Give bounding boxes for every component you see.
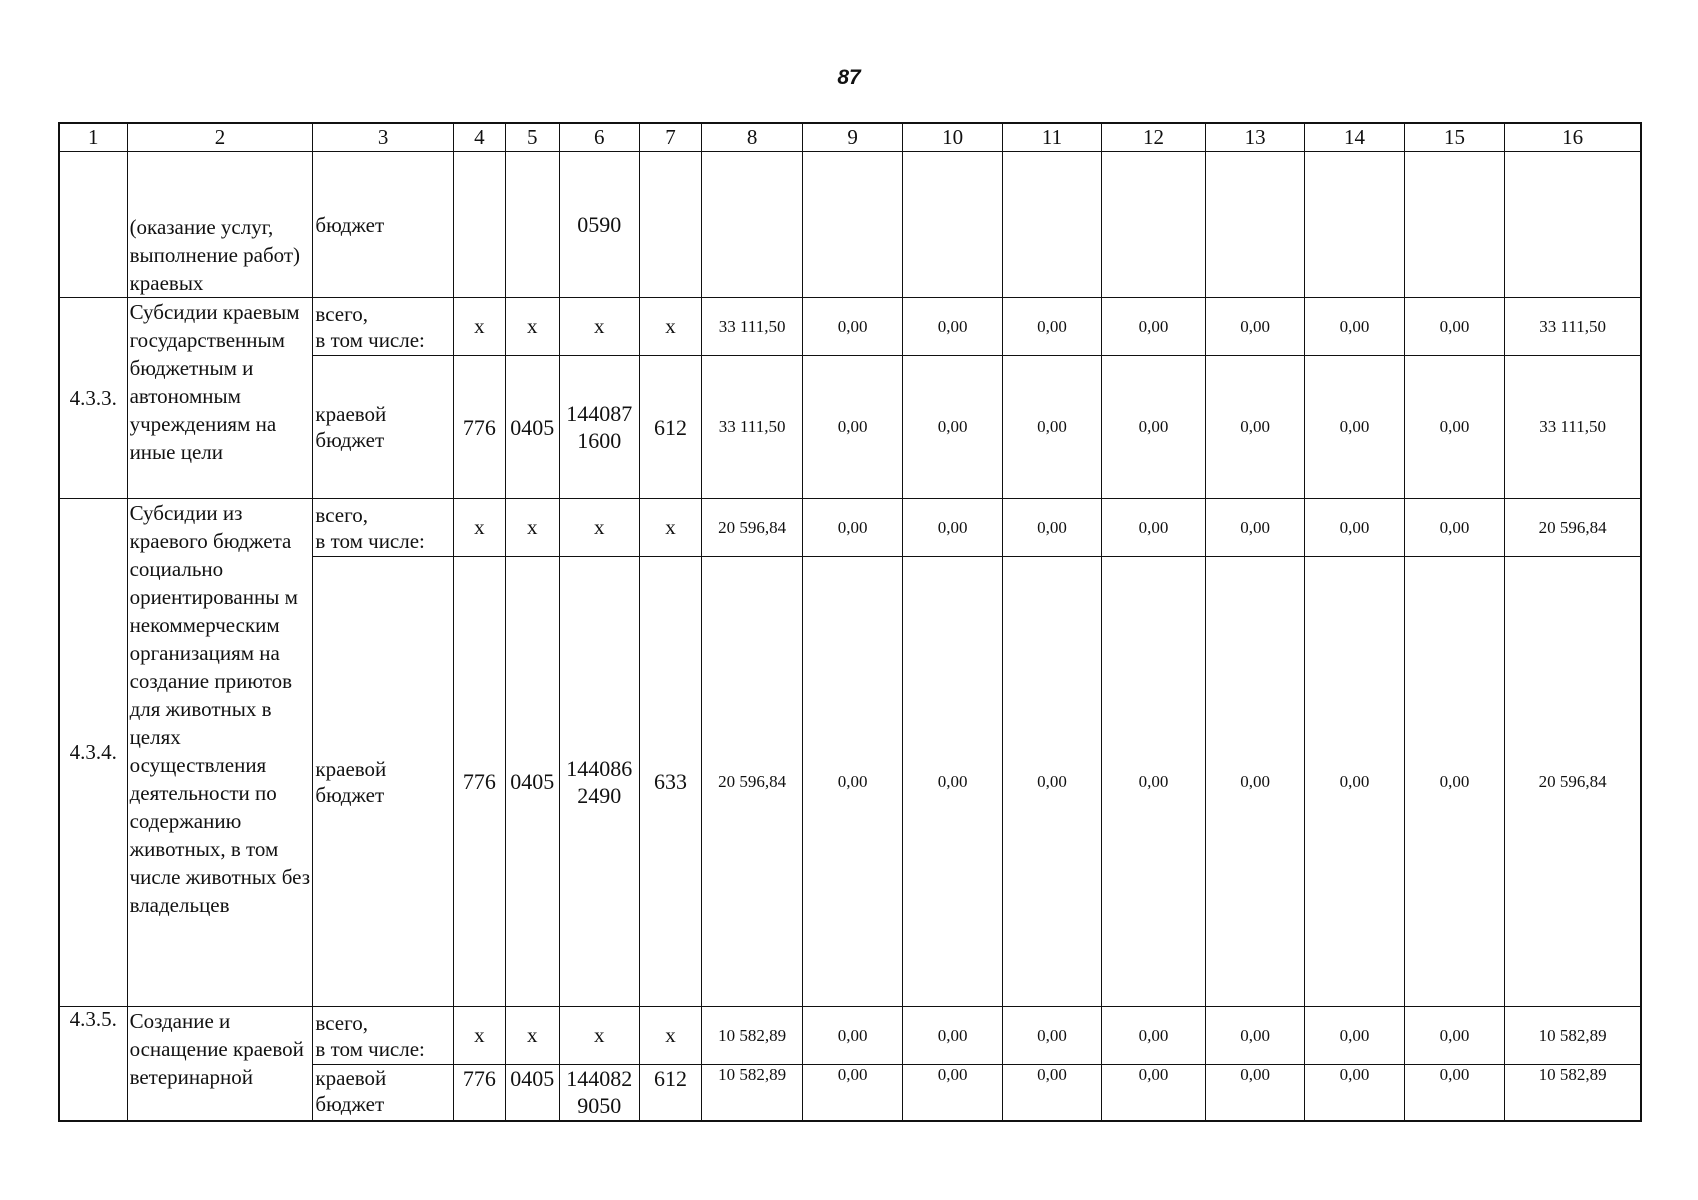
col-number: 1	[59, 123, 127, 152]
x-mark: x	[453, 1007, 505, 1065]
item-total-row	[59, 1007, 1641, 1065]
amount-cell: 33 111,50	[702, 356, 802, 499]
item-total-row	[59, 298, 1641, 356]
amount-cell: 0,00	[1305, 298, 1404, 356]
funding-source-total	[313, 298, 453, 356]
amount-cell: 10 582,89	[702, 1007, 802, 1065]
column-number-row	[59, 123, 1641, 152]
budget-table	[58, 122, 1642, 1122]
target-article-part: 9050	[577, 1093, 622, 1118]
amount-cell: 0,00	[1002, 356, 1101, 499]
amount-cell: 0,00	[1404, 499, 1504, 557]
amount-cell: 33 111,50	[1505, 356, 1641, 499]
amount-cell: 0,00	[1404, 557, 1504, 1007]
col-number: 9	[802, 123, 902, 152]
col-number: 5	[505, 123, 559, 152]
x-mark: x	[453, 499, 505, 557]
amount-cell: 0,00	[1102, 1065, 1206, 1121]
cell-empty	[903, 152, 1002, 298]
amount-cell: 0,00	[903, 1065, 1002, 1121]
cell-empty	[453, 152, 505, 298]
amount-cell: 0,00	[1002, 1007, 1101, 1065]
col-number: 13	[1205, 123, 1304, 152]
col-number: 11	[1002, 123, 1101, 152]
amount-cell: 0,00	[1205, 298, 1304, 356]
cell-empty	[702, 152, 802, 298]
cell-empty	[1505, 152, 1641, 298]
amount-cell: 0,00	[1305, 557, 1404, 1007]
item-name-text: (оказание услуг, выполнение работ) краевых	[129, 215, 301, 295]
amount-cell: 10 582,89	[1505, 1007, 1641, 1065]
target-article-part: 1600	[577, 428, 622, 453]
item-name	[127, 152, 313, 298]
amount-cell: 0,00	[1002, 557, 1101, 1007]
funding-source-total	[313, 499, 453, 557]
budget-label: бюджет	[315, 1092, 385, 1116]
amount-cell: 20 596,84	[702, 557, 802, 1007]
col-number: 6	[559, 123, 639, 152]
x-mark: x	[559, 499, 639, 557]
funding-source-regional	[313, 1065, 453, 1121]
target-article-code	[559, 557, 639, 1007]
x-mark: x	[639, 298, 702, 356]
amount-cell: 0,00	[802, 499, 902, 557]
including-label: в том числе:	[315, 1036, 425, 1061]
col-number: 14	[1305, 123, 1404, 152]
amount-cell: 0,00	[903, 298, 1002, 356]
target-article-part: 144086	[566, 755, 633, 781]
target-article-code	[559, 1065, 639, 1121]
cell-empty	[639, 152, 702, 298]
amount-cell: 0,00	[1205, 356, 1304, 499]
amount-cell: 10 582,89	[1505, 1065, 1641, 1121]
target-article-part: 144082	[566, 1066, 633, 1091]
section-code: 0405	[505, 356, 559, 499]
amount-cell: 20 596,84	[1505, 557, 1641, 1007]
x-mark: x	[505, 499, 559, 557]
target-article-code	[559, 356, 639, 499]
amount-cell: 0,00	[802, 356, 902, 499]
amount-cell: 0,00	[1205, 1065, 1304, 1121]
x-mark: x	[453, 298, 505, 356]
col-number: 15	[1404, 123, 1504, 152]
budget-label: бюджет	[315, 782, 385, 807]
regional-label: краевой	[315, 402, 387, 426]
continuation-row	[59, 152, 1641, 298]
cell-empty	[1002, 152, 1101, 298]
amount-cell: 0,00	[1002, 499, 1101, 557]
amount-cell: 0,00	[1102, 499, 1206, 557]
target-article-part: 2490	[577, 782, 622, 808]
col-number: 3	[313, 123, 453, 152]
cell-empty	[802, 152, 902, 298]
expense-type-code: 612	[639, 1065, 702, 1121]
cell-empty	[1404, 152, 1504, 298]
amount-cell: 0,00	[1305, 1007, 1404, 1065]
cell-empty	[1102, 152, 1206, 298]
funding-source-regional	[313, 557, 453, 1007]
col-number: 4	[453, 123, 505, 152]
amount-cell: 0,00	[1305, 499, 1404, 557]
ministry-code: 776	[453, 1065, 505, 1121]
ministry-code: 776	[453, 356, 505, 499]
x-mark: x	[505, 298, 559, 356]
section-code: 0405	[505, 557, 559, 1007]
amount-cell: 0,00	[903, 499, 1002, 557]
amount-cell: 20 596,84	[702, 499, 802, 557]
item-index: 4.3.4.	[59, 499, 127, 1007]
amount-cell: 0,00	[1305, 1065, 1404, 1121]
target-article-code: 0590	[559, 152, 639, 298]
ministry-code: 776	[453, 557, 505, 1007]
col-number: 12	[1102, 123, 1206, 152]
col-number: 16	[1505, 123, 1641, 152]
regional-label: краевой	[315, 756, 387, 781]
item-index: 4.3.3.	[59, 298, 127, 499]
amount-cell: 20 596,84	[1505, 499, 1641, 557]
amount-cell: 0,00	[1404, 356, 1504, 499]
amount-cell: 0,00	[1404, 298, 1504, 356]
target-article-part: 144087	[566, 401, 633, 426]
amount-cell: 0,00	[1205, 1007, 1304, 1065]
page-number: 87	[837, 66, 861, 89]
cell-empty	[1205, 152, 1304, 298]
budget-label: бюджет	[315, 428, 385, 452]
expense-type-code: 612	[639, 356, 702, 499]
including-label: в том числе:	[315, 528, 425, 553]
amount-cell: 0,00	[802, 1065, 902, 1121]
funding-source-total	[313, 1007, 453, 1065]
amount-cell: 0,00	[802, 557, 902, 1007]
x-mark: x	[639, 499, 702, 557]
amount-cell: 0,00	[802, 298, 902, 356]
amount-cell: 0,00	[1404, 1007, 1504, 1065]
cell-index	[59, 152, 127, 298]
amount-cell: 0,00	[802, 1007, 902, 1065]
section-code: 0405	[505, 1065, 559, 1121]
x-mark: x	[505, 1007, 559, 1065]
x-mark: x	[559, 1007, 639, 1065]
total-label: всего,	[315, 301, 368, 326]
amount-cell: 33 111,50	[702, 298, 802, 356]
amount-cell: 0,00	[1002, 298, 1101, 356]
col-number: 7	[639, 123, 702, 152]
total-label: всего,	[315, 1010, 368, 1035]
col-number: 2	[127, 123, 313, 152]
amount-cell: 0,00	[1205, 557, 1304, 1007]
col-number: 10	[903, 123, 1002, 152]
funding-source: бюджет	[313, 152, 453, 298]
amount-cell: 0,00	[1102, 1007, 1206, 1065]
item-name: Субсидии из краевого бюджета социально ориентированны м некоммерческим организациям на создание приютов для животных в целях осуществления деятельности по содержанию животных, в том числе животных без владельцев	[127, 499, 313, 1007]
x-mark: x	[559, 298, 639, 356]
regional-label: краевой	[315, 1066, 387, 1090]
amount-cell: 0,00	[903, 1007, 1002, 1065]
cell-empty	[1305, 152, 1404, 298]
item-index: 4.3.5.	[59, 1007, 127, 1121]
amount-cell: 33 111,50	[1505, 298, 1641, 356]
amount-cell: 0,00	[1102, 557, 1206, 1007]
col-number: 8	[702, 123, 802, 152]
amount-cell: 0,00	[1102, 356, 1206, 499]
funding-source-regional	[313, 356, 453, 499]
amount-cell: 0,00	[1102, 298, 1206, 356]
amount-cell: 10 582,89	[702, 1065, 802, 1121]
total-label: всего,	[315, 502, 368, 527]
amount-cell: 0,00	[1205, 499, 1304, 557]
item-name: Субсидии краевым государственным бюджетным и автономным учреждениям на иные цели	[127, 298, 313, 499]
expense-type-code: 633	[639, 557, 702, 1007]
amount-cell: 0,00	[1305, 356, 1404, 499]
including-label: в том числе:	[315, 327, 425, 352]
cell-empty	[505, 152, 559, 298]
amount-cell: 0,00	[903, 356, 1002, 499]
item-name: Создание и оснащение краевой ветеринарной	[127, 1007, 313, 1121]
x-mark: x	[639, 1007, 702, 1065]
amount-cell: 0,00	[1404, 1065, 1504, 1121]
amount-cell: 0,00	[1002, 1065, 1101, 1121]
amount-cell: 0,00	[903, 557, 1002, 1007]
item-total-row	[59, 499, 1641, 557]
